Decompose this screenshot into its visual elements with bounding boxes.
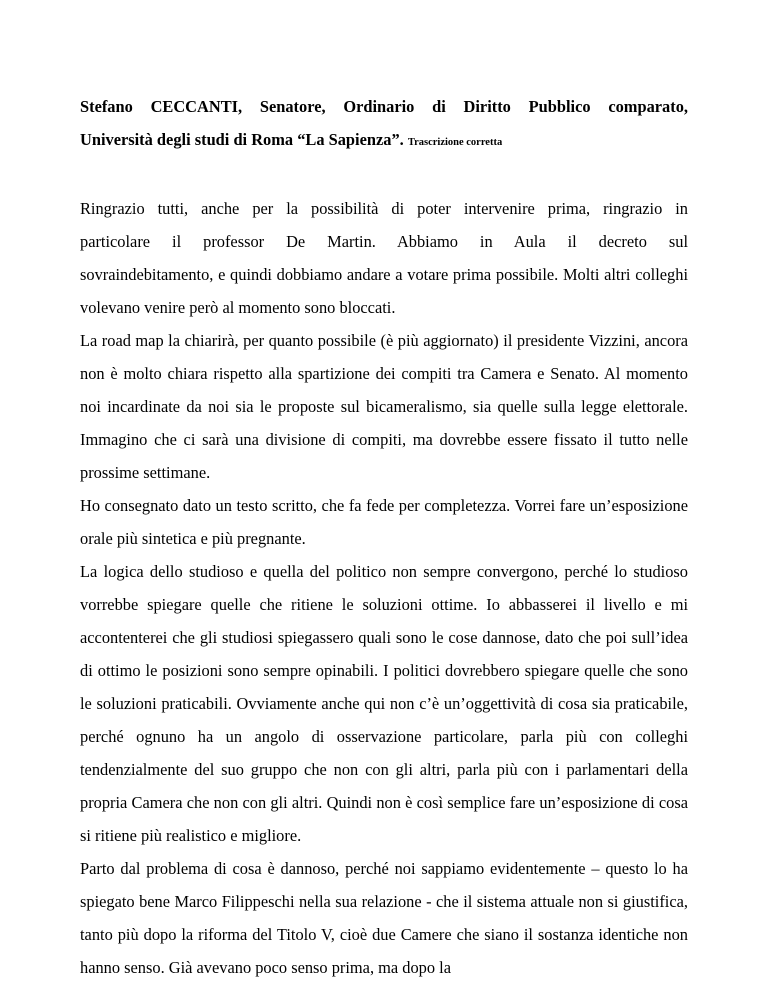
transcription-note: Trascrizione corretta [407, 137, 503, 148]
paragraph-3: Ho consegnato dato un testo scritto, che fa fede per completezza. Vorrei fare un’esposizione orale più sintetica e più pregnante. [80, 496, 688, 548]
paragraph-1-line-1: Ringrazio tutti, anche per la possibilità di poter intervenire prima, ringrazio in [80, 199, 688, 218]
header-university-line: Università degli studi di Roma “La Sapienza”. [80, 130, 404, 149]
paragraph-5: Parto dal problema di cosa è dannoso, perché noi sappiamo evidentemente – questo lo ha spiegato bene Marco Filippeschi nella sua relazione - che il sistema attuale non si giustifica, tanto più dopo la riforma del Titolo V, cioè due Camere che siano il sostanza identiche non hanno senso. Già avevano poco senso prima, ma dopo la [80, 859, 688, 977]
header-author-line: Stefano CECCANTI, Senatore, Ordinario di Diritto Pubblico comparato, [80, 97, 688, 116]
paragraph-1 [80, 192, 688, 324]
document-header [80, 90, 688, 159]
paragraph-4: La logica dello studioso e quella del politico non sempre convergono, perché lo studioso vorrebbe spiegare quelle che ritiene le soluzioni ottime. Io abbasserei il livello e mi accontenterei che gli studiosi spiegassero quali sono le cose dannose, dato che poi sull’idea di ottimo le posizioni sono sempre opinabili. I politici dovrebbero spiegare quelle che sono le soluzioni praticabili. Ovviamente anche qui non c’è un’oggettività di cosa sia praticabile, perché ognuno ha un angolo di osservazione particolare, parla più con colleghi tendenzialmente del suo gruppo che non con gli altri, parla più con i parlamentari della propria Camera che non con gli altri. Quindi non è così semplice fare un’esposizione di cosa si ritiene più realistico e migliore. [80, 562, 688, 845]
document-body [80, 192, 688, 984]
paragraph-2: La road map la chiarirà, per quanto possibile (è più aggiornato) il presidente Vizzini, ancora non è molto chiara rispetto alla spartizione dei compiti tra Camera e Senato. Al momento noi incardinate da noi sia le proposte sul bicameralismo, sia quelle sulla legge elettorale. Immagino che ci sarà una divisione di compiti, ma dovrebbe essere fissato il tutto nelle prossime settimane. [80, 331, 688, 482]
paragraph-1-line-2: particolare il professor De Martin. Abbiamo in Aula il decreto sul [80, 232, 688, 251]
paragraph-1-rest: sovraindebitamento, e quindi dobbiamo andare a votare prima possibile. Molti altri colleghi volevano venire però al momento sono bloccati. [80, 265, 688, 317]
